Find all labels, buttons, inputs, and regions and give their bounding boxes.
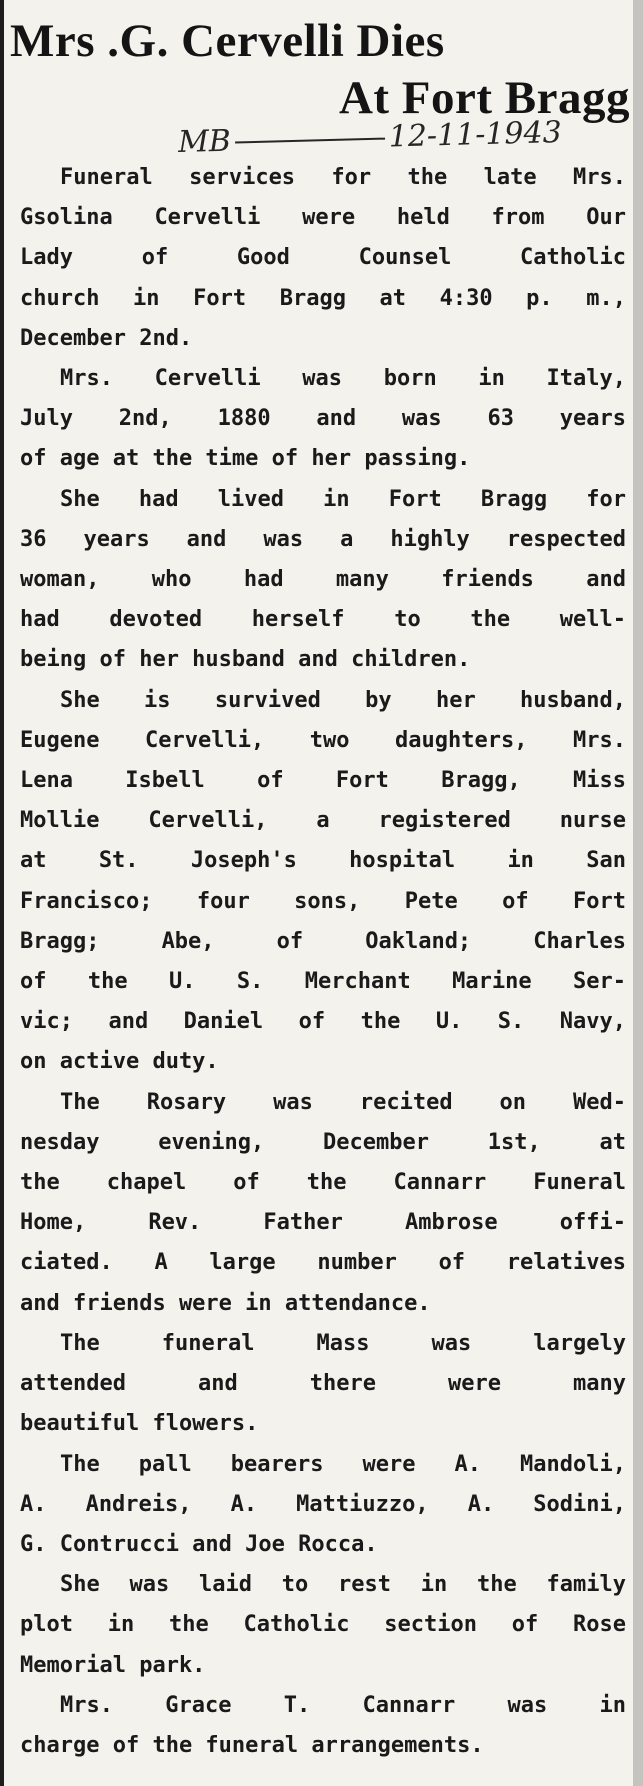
- article-line: woman, who had many friends and: [20, 567, 626, 593]
- article-body: [20, 158, 626, 1766]
- article-line: Home, Rev. Father Ambrose offi-: [20, 1210, 626, 1236]
- column-rule: [0, 0, 4, 1786]
- article-line: on active duty.: [20, 1049, 219, 1075]
- article-paragraph: [20, 480, 626, 681]
- article-line: the chapel of the Cannarr Funeral: [20, 1170, 626, 1196]
- article-paragraph: [20, 1324, 626, 1445]
- article-paragraph: [20, 681, 626, 1083]
- article-line: She had lived in Fort Bragg for: [60, 486, 626, 512]
- article-line: Memorial park.: [20, 1652, 206, 1678]
- article-line: The funeral Mass was largely: [60, 1330, 626, 1356]
- article-line: beautiful flowers.: [20, 1411, 259, 1437]
- article-line: had devoted herself to the well-: [20, 607, 626, 633]
- article-line: 36 years and was a highly respected: [20, 526, 626, 552]
- article-paragraph: [20, 1686, 626, 1766]
- article-line: Eugene Cervelli, two daughters, Mrs.: [20, 727, 626, 753]
- article-line: plot in the Catholic section of Rose: [20, 1612, 626, 1638]
- article-line: nesday evening, December 1st, at: [20, 1129, 626, 1155]
- article-line: being of her husband and children.: [20, 647, 471, 673]
- article-line: She is survived by her husband,: [60, 687, 626, 713]
- article-line: A. Andreis, A. Mattiuzzo, A. Sodini,: [20, 1491, 626, 1517]
- annotation-initials: MB: [177, 123, 232, 161]
- article-line: ciated. A large number of relatives: [20, 1250, 626, 1276]
- article-line: Mrs. Cervelli was born in Italy,: [60, 366, 626, 392]
- article-line: December 2nd.: [20, 325, 193, 351]
- article-line: Mrs. Grace T. Cannarr was in: [60, 1692, 626, 1718]
- headline-line-1: Mrs .G. Cervelli Dies: [10, 15, 445, 67]
- article-line: at St. Joseph's hospital in San: [20, 848, 626, 874]
- article-line: of age at the time of her passing.: [20, 446, 471, 472]
- article-line: Francisco; four sons, Pete of Fort: [20, 888, 626, 914]
- article-line: July 2nd, 1880 and was 63 years: [20, 406, 626, 432]
- annotation-dash: [235, 138, 385, 144]
- article-line: G. Contrucci and Joe Rocca.: [20, 1531, 378, 1557]
- article-paragraph: [20, 1565, 626, 1686]
- article-line: Lena Isbell of Fort Bragg, Miss: [20, 768, 626, 794]
- article-line: vic; and Daniel of the U. S. Navy,: [20, 1009, 626, 1035]
- article-paragraph: [20, 158, 626, 359]
- article-paragraph: [20, 1083, 626, 1324]
- article-line: Funeral services for the late Mrs.: [60, 165, 626, 190]
- article-line: charge of the funeral arrangements.: [20, 1732, 484, 1758]
- article-line: The Rosary was recited on Wed-: [60, 1089, 626, 1115]
- article-line: and friends were in attendance.: [20, 1290, 431, 1316]
- article-line: Mollie Cervelli, a registered nurse: [20, 808, 626, 834]
- headline-line-2: At Fort Bragg: [338, 72, 630, 124]
- article-line: Lady of Good Counsel Catholic: [20, 245, 626, 271]
- article-line: church in Fort Bragg at 4:30 p. m.,: [20, 285, 626, 311]
- article-line: of the U. S. Merchant Marine Ser-: [20, 969, 626, 995]
- article-paragraph: [20, 1445, 626, 1566]
- annotation-date: 12-11-1943: [388, 114, 563, 155]
- article-line: She was laid to rest in the family: [60, 1572, 626, 1598]
- article-line: Gsolina Cervelli were held from Our: [20, 205, 626, 231]
- article-line: The pall bearers were A. Mandoli,: [60, 1451, 626, 1477]
- article-paragraph: [20, 359, 626, 480]
- article-line: attended and there were many: [20, 1371, 626, 1397]
- article-line: Bragg; Abe, of Oakland; Charles: [20, 928, 626, 954]
